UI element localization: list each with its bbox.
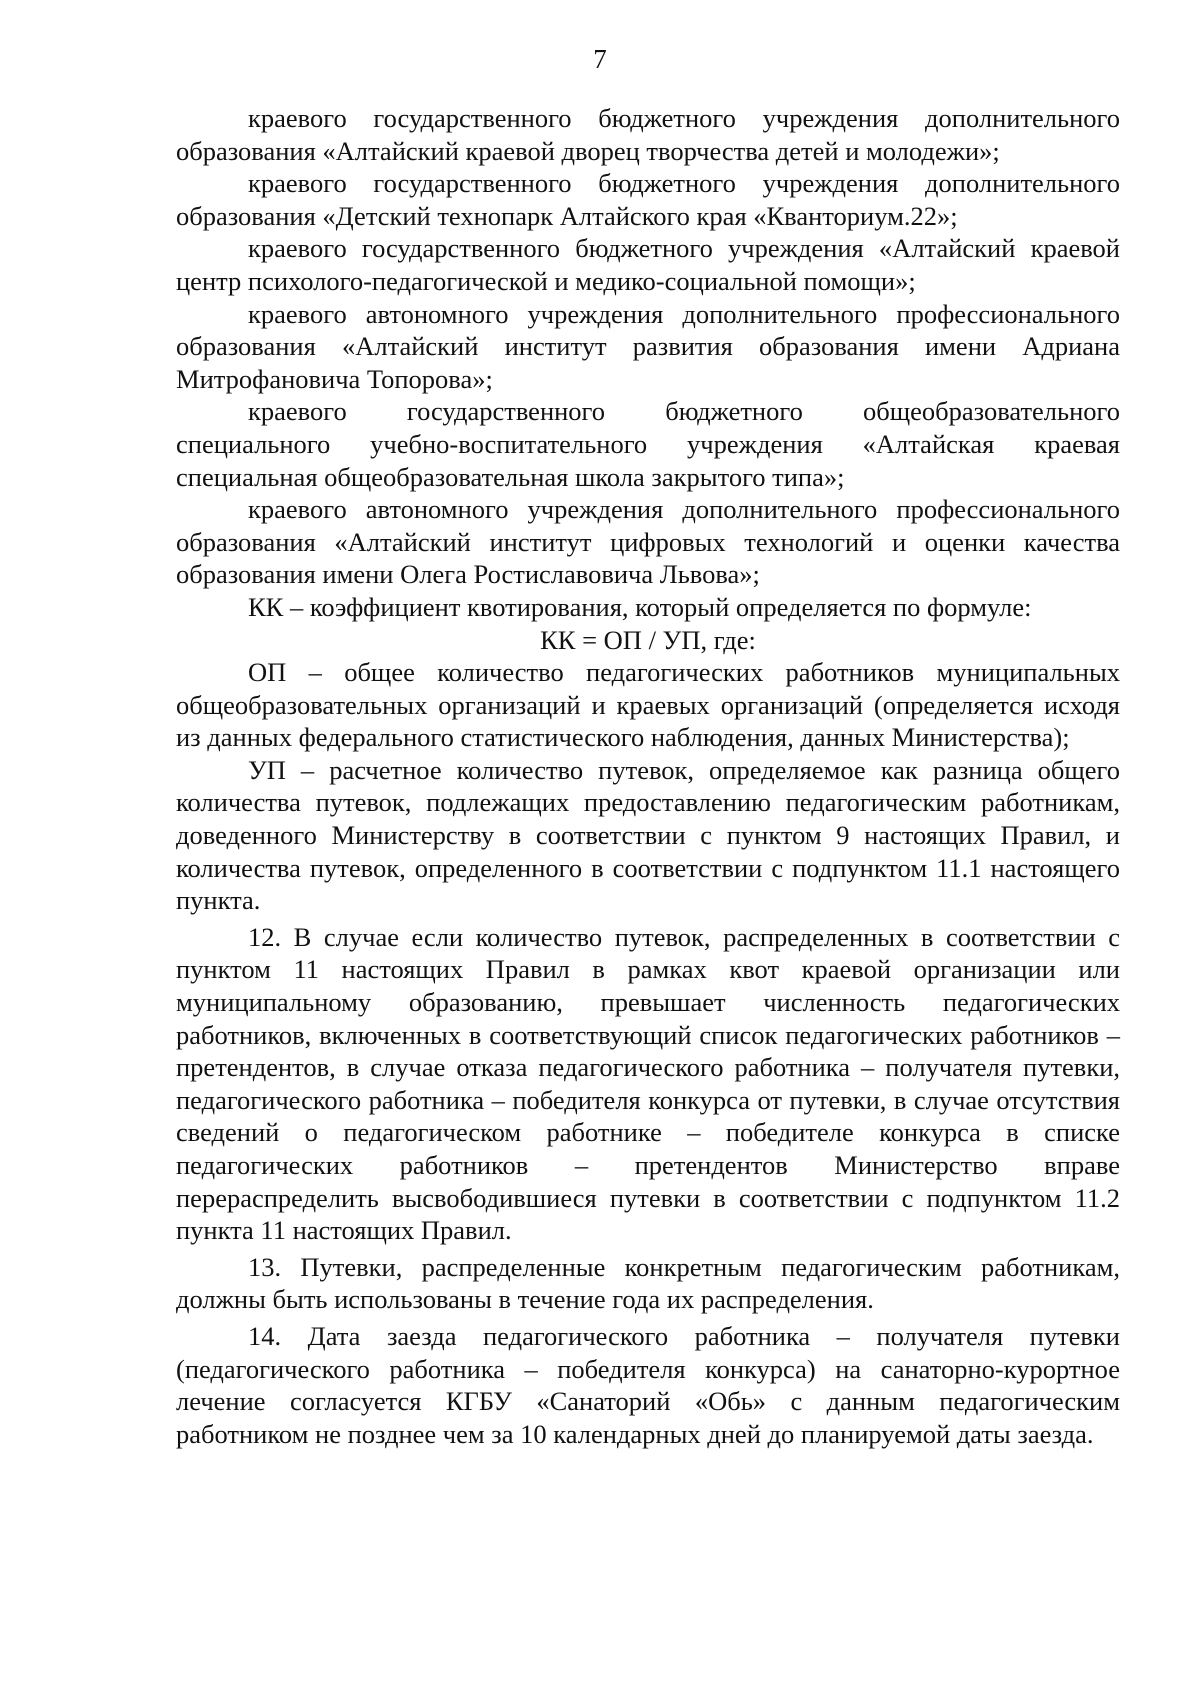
paragraph: УП – расчетное количество путевок, определяемое как разница общего количества путевок, подлежащих предоставлению педагогическим работникам, доведенного Министерству в соответствии с пунктом 9 настоящих Правил, и количества путевок, определенного в соответствии с подпунктом 11.1 настоящего пункта. bbox=[176, 754, 1120, 916]
paragraph: краевого государственного бюджетного учреждения дополнительного образования «Детский технопарк Алтайского края «Кванториум.22»; bbox=[176, 168, 1120, 231]
paragraph: 13. Путевки, распределенные конкретным педагогическим работникам, должны быть использованы в течение года их распределения. bbox=[176, 1251, 1120, 1315]
page-number: 7 bbox=[593, 44, 607, 74]
paragraph: краевого государственного бюджетного учреждения «Алтайский краевой центр психолого-педагогической и медико-социальной помощи»; bbox=[176, 233, 1120, 296]
paragraph: КК – коэффициент квотирования, который определяется по формуле: bbox=[248, 591, 1032, 622]
document-body bbox=[176, 102, 1120, 1450]
formula: КК = ОП / УП, где: bbox=[540, 624, 756, 655]
paragraph: краевого государственного бюджетного общеобразовательного специального учебно-воспитательного учреждения «Алтайская краевая специальная общеобразовательная школа закрытого типа»; bbox=[176, 396, 1120, 492]
paragraph: краевого автономного учреждения дополнительного профессионального образования «Алтайский институт развития образования имени Адриана Митрофановича Топорова»; bbox=[176, 298, 1120, 394]
paragraph: 12. В случае если количество путевок, распределенных в соответствии с пунктом 11 настоящих Правил в рамках квот краевой организации или муниципальному образованию, превышает численность педагогических работников, включенных в соответствующий список педагогических работников – претендентов, в случае отказа педагогического работника – получателя путевки, педагогического работника – победителя конкурса от путевки, в случае отсутствия сведений о педагогическом работнике – победителе конкурса в списке педагогических работников – претендентов Министерство вправе перераспределить высвободившиеся путевки в соответствии с подпунктом 11.2 пункта 11 настоящих Правил. bbox=[176, 921, 1120, 1246]
paragraph: 14. Дата заезда педагогического работника – получателя путевки (педагогического работника – победителя конкурса) на санаторно-курортное лечение согласуется КГБУ «Санаторий «Обь» с данным педагогическим работником не позднее чем за 10 календарных дней до планируемой даты заезда. bbox=[176, 1320, 1120, 1449]
paragraph: краевого автономного учреждения дополнительного профессионального образования «Алтайский институт цифровых технологий и оценки качества образования имени Олега Ростиславовича Львова»; bbox=[176, 494, 1120, 590]
paragraph: ОП – общее количество педагогических работников муниципальных общеобразовательных организаций и краевых организаций (определяется исходя из данных федерального статистического наблюдения, данных Министерства); bbox=[176, 657, 1120, 753]
paragraph: краевого государственного бюджетного учреждения дополнительного образования «Алтайский краевой дворец творчества детей и молодежи»; bbox=[176, 103, 1120, 166]
